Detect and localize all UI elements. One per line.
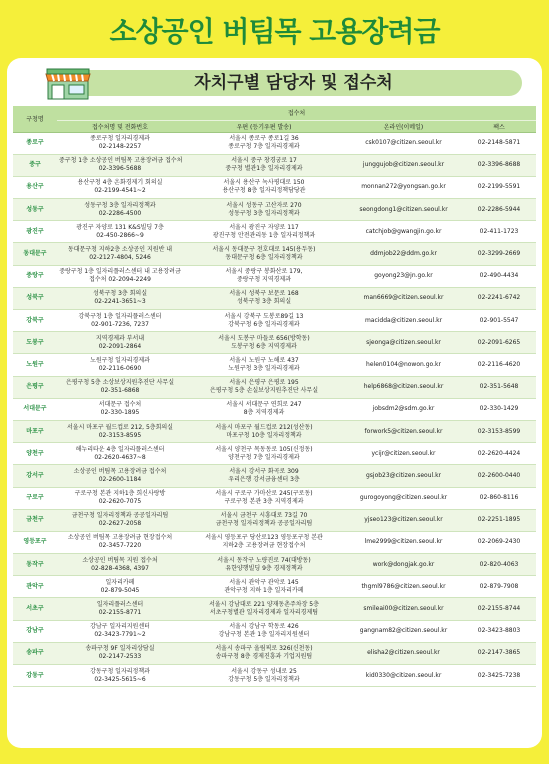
mail-detail: 성북구청 3층 회의실 bbox=[236, 298, 291, 306]
email-cell[interactable]: gangnam82@citizen.seoul.kr bbox=[345, 620, 462, 642]
table-row bbox=[13, 598, 536, 620]
email-cell[interactable]: yjseo123@citizen.seoul.kr bbox=[345, 509, 462, 531]
office-phone: 02-2241-3651~3 bbox=[94, 298, 146, 306]
office-phone: 02-3457-7220 bbox=[98, 542, 142, 550]
mail-cell bbox=[183, 665, 345, 687]
office-cell bbox=[57, 287, 183, 309]
table-row bbox=[13, 154, 536, 176]
fax-cell: 02-330-1429 bbox=[462, 398, 536, 420]
mail-address: 서울시 관악구 관악로 145 bbox=[229, 578, 299, 586]
fax-cell: 02-411-1723 bbox=[462, 221, 536, 243]
office-name: 중구청 1층 소상공인 버팀목 고용장려금 접수처 bbox=[59, 157, 183, 165]
district-name: 서대문구 bbox=[13, 398, 57, 420]
mail-address: 서울시 성동구 고산자로 270 bbox=[226, 201, 302, 209]
mail-detail: 우리은행 강서금융센터 3층 bbox=[228, 475, 300, 483]
mail-detail: 성동구청 3층 일자리정책과 bbox=[228, 209, 300, 217]
office-cell bbox=[57, 598, 183, 620]
office-phone: 02-2127-4804, 5246 bbox=[89, 254, 151, 262]
mail-address: 서울시 영등포구 당산로123 영등포구청 본관 bbox=[205, 534, 323, 542]
mail-detail: 8층 지역경제과 bbox=[243, 409, 285, 417]
mail-cell bbox=[183, 554, 345, 576]
office-cell bbox=[57, 176, 183, 198]
table-row bbox=[13, 243, 536, 265]
mail-cell bbox=[183, 620, 345, 642]
mail-address: 서울시 은평구 은평로 195 bbox=[229, 379, 299, 387]
fax-cell: 02-879-7908 bbox=[462, 576, 536, 598]
mail-address: 서울시 송파구 올림픽로 326(신천동) bbox=[215, 645, 313, 653]
email-cell[interactable]: kid0330@citizen.seoul.kr bbox=[345, 665, 462, 687]
fax-cell: 02-351-5648 bbox=[462, 376, 536, 398]
email-cell[interactable]: helen0104@nowon.go.kr bbox=[345, 354, 462, 376]
office-phone: 02-330-1895 bbox=[100, 409, 140, 417]
office-cell bbox=[57, 465, 183, 487]
email-cell[interactable]: lme2999@citizen.seoul.kr bbox=[345, 531, 462, 553]
email-cell[interactable]: goyong23@jn.go.kr bbox=[345, 265, 462, 287]
fax-cell: 02-2620-4424 bbox=[462, 443, 536, 465]
mail-address: 서울시 노원구 노해로 437 bbox=[229, 356, 299, 364]
mail-cell bbox=[183, 398, 345, 420]
office-cell bbox=[57, 531, 183, 553]
mail-detail: 은평구청 5층 손실보상지원추진단 사무실 bbox=[209, 387, 319, 395]
email-cell[interactable]: csk0107@citizen.seoul.kr bbox=[345, 132, 462, 154]
office-phone: 02-2155-8771 bbox=[98, 609, 142, 617]
mail-address: 서울시 강남구 학동로 426 bbox=[229, 623, 299, 631]
office-phone: 02-2148-2257 bbox=[98, 143, 142, 151]
office-cell bbox=[57, 398, 183, 420]
mail-address: 서울시 구로구 가마산로 245(구로동) bbox=[215, 490, 313, 498]
table-row bbox=[13, 354, 536, 376]
fax-cell: 02-2147-3865 bbox=[462, 642, 536, 664]
office-name: 종로구청 일자리경제과 bbox=[90, 135, 150, 143]
mail-cell bbox=[183, 243, 345, 265]
table-row bbox=[13, 465, 536, 487]
office-phone: 02-2600-1184 bbox=[98, 475, 142, 483]
mail-detail: 종로구청 7층 일자리경제과 bbox=[228, 143, 300, 151]
table-row bbox=[13, 576, 536, 598]
office-cell bbox=[57, 132, 183, 154]
mail-detail: 광진구청 안전관리동 1층 일자리정책과 bbox=[212, 231, 316, 239]
district-name: 금천구 bbox=[13, 509, 57, 531]
mail-cell bbox=[183, 443, 345, 465]
email-cell[interactable]: elisha2@citizen.seoul.kr bbox=[345, 642, 462, 664]
district-name: 용산구 bbox=[13, 176, 57, 198]
header-office: 접수처명 및 전화번호 bbox=[57, 120, 183, 132]
mail-detail: 용산구청 8층 일자리정책담당관 bbox=[222, 187, 306, 195]
table-row bbox=[13, 221, 536, 243]
mail-address: 서울시 강북구 도봉로89길 13 bbox=[224, 312, 304, 320]
fax-cell: 02-2241-6742 bbox=[462, 287, 536, 309]
office-name: 은평구청 5층 소상보상지원추진단 사무실 bbox=[65, 379, 175, 387]
mail-detail: 양천구청 7층 일자리경제과 bbox=[228, 453, 300, 461]
office-name: 소상공인 버팀목 지원 접수처 bbox=[82, 556, 158, 564]
mail-address: 서울시 마포구 월드컵로 212(성산동) bbox=[215, 423, 313, 431]
email-cell[interactable]: monnan272@yongsan.go.kr bbox=[345, 176, 462, 198]
mail-detail: 구로구청 본관 3층 지역경제과 bbox=[224, 498, 304, 506]
district-name: 마포구 bbox=[13, 420, 57, 442]
table-row bbox=[13, 620, 536, 642]
mail-address: 서울시 종로구 종로1길 36 bbox=[229, 135, 299, 143]
office-cell bbox=[57, 221, 183, 243]
mail-cell bbox=[183, 310, 345, 332]
office-phone: 02-351-6868 bbox=[100, 387, 140, 395]
fax-cell: 02-820-4063 bbox=[462, 554, 536, 576]
subtitle: 자치구별 담당자 및 접수처 bbox=[194, 73, 393, 93]
office-cell bbox=[57, 243, 183, 265]
office-name: 동대문구청 지하2층 소상공인 지원반 내 bbox=[67, 246, 173, 254]
district-name: 노원구 bbox=[13, 354, 57, 376]
mail-detail: 금천구청 일자리정책과 공공일자리팀 bbox=[215, 520, 313, 528]
table-row bbox=[13, 265, 536, 287]
office-cell bbox=[57, 154, 183, 176]
mail-cell bbox=[183, 332, 345, 354]
mail-address: 서울시 동대문구 천호대로 145(용두동) bbox=[212, 246, 316, 254]
mail-address: 서울시 중랑구 봉화산로 179, bbox=[225, 268, 303, 276]
office-name: 노원구청 일자리경제과 bbox=[90, 356, 150, 364]
email-cell[interactable]: ycijr@citizen.seoul.kr bbox=[345, 443, 462, 465]
fax-cell: 02-2199-5591 bbox=[462, 176, 536, 198]
district-name: 송파구 bbox=[13, 642, 57, 664]
office-cell bbox=[57, 332, 183, 354]
fax-cell: 02-490-4434 bbox=[462, 265, 536, 287]
office-name: 지역경제과 부서내 bbox=[95, 334, 145, 342]
mail-detail: 서초구청별관 일자리경제과 일자리경제팀 bbox=[209, 609, 319, 617]
office-cell bbox=[57, 554, 183, 576]
fax-cell: 02-860-8116 bbox=[462, 487, 536, 509]
mail-cell bbox=[183, 487, 345, 509]
table-row bbox=[13, 443, 536, 465]
office-cell bbox=[57, 420, 183, 442]
table-row bbox=[13, 332, 536, 354]
office-name: 광진구 자양로 131 K&S빌딩 7층 bbox=[76, 223, 164, 231]
district-name: 구로구 bbox=[13, 487, 57, 509]
district-name: 양천구 bbox=[13, 443, 57, 465]
email-cell[interactable]: work@dongjak.go.kr bbox=[345, 554, 462, 576]
office-phone: 02-2627-2058 bbox=[98, 520, 142, 528]
mail-detail: 노원구청 3층 일자리경제과 bbox=[228, 364, 300, 372]
mail-detail: 동대문구청 6층 일자리정책과 bbox=[225, 254, 303, 262]
office-cell bbox=[57, 642, 183, 664]
mail-address: 서울시 금천구 시흥대로 73길 70 bbox=[220, 512, 308, 520]
table-row bbox=[13, 509, 536, 531]
table-body bbox=[13, 132, 536, 687]
fax-cell: 02-2600-0440 bbox=[462, 465, 536, 487]
mail-cell bbox=[183, 199, 345, 221]
table-row bbox=[13, 420, 536, 442]
office-name: 일자리카페 bbox=[105, 578, 135, 586]
contact-table bbox=[13, 106, 536, 687]
subtitle-banner bbox=[27, 66, 522, 98]
office-cell bbox=[57, 509, 183, 531]
email-cell[interactable]: sjeonga@citizen.seoul.kr bbox=[345, 332, 462, 354]
district-name: 도봉구 bbox=[13, 332, 57, 354]
mail-cell bbox=[183, 154, 345, 176]
table-row bbox=[13, 199, 536, 221]
office-phone: 02-3425-5615~6 bbox=[94, 675, 146, 683]
fax-cell: 02-2148-5871 bbox=[462, 132, 536, 154]
mail-cell bbox=[183, 265, 345, 287]
mail-detail: 강동구청 5층 일자리정책과 bbox=[228, 675, 300, 683]
fax-cell: 02-3423-8803 bbox=[462, 620, 536, 642]
office-name: 구로구청 본관 지하1층 희신사랑방 bbox=[74, 490, 166, 498]
office-phone: 02-2620-4637~8 bbox=[94, 453, 146, 461]
district-name: 동작구 bbox=[13, 554, 57, 576]
office-phone: 02-2147-2533 bbox=[98, 653, 142, 661]
fax-cell: 02-2116-4620 bbox=[462, 354, 536, 376]
table-row bbox=[13, 287, 536, 309]
mail-cell bbox=[183, 598, 345, 620]
district-name: 서초구 bbox=[13, 598, 57, 620]
table-row bbox=[13, 531, 536, 553]
mail-cell bbox=[183, 642, 345, 664]
fax-cell: 02-3153-8599 bbox=[462, 420, 536, 442]
office-phone: 02-3153-8595 bbox=[98, 431, 142, 439]
district-name: 중랑구 bbox=[13, 265, 57, 287]
content-card bbox=[7, 58, 542, 748]
office-phone: 02-2116-0690 bbox=[98, 364, 142, 372]
mail-cell bbox=[183, 287, 345, 309]
office-name: 중랑구청 1층 일자리플러스센터 내 고용장려금 bbox=[59, 268, 181, 276]
district-name: 영등포구 bbox=[13, 531, 57, 553]
mail-cell bbox=[183, 221, 345, 243]
office-name: 성북구청 3층 회의실 bbox=[92, 290, 147, 298]
mail-cell bbox=[183, 376, 345, 398]
mail-address: 서울시 중구 창경궁로 17 bbox=[231, 157, 297, 165]
office-phone: 02-2620-7075 bbox=[98, 498, 142, 506]
table-row bbox=[13, 487, 536, 509]
mail-address: 서울시 양천구 목동동로 105(신정동) bbox=[215, 445, 313, 453]
fax-cell: 02-2091-6265 bbox=[462, 332, 536, 354]
header-mail: 우편 (등기우편 발송) bbox=[183, 120, 345, 132]
table-row bbox=[13, 665, 536, 687]
table-row bbox=[13, 376, 536, 398]
office-name: 용산구청 4층 온화경제기 회의실 bbox=[77, 179, 163, 187]
mail-address: 서울시 강동구 성내로 25 bbox=[231, 667, 297, 675]
fax-cell: 02-3299-2669 bbox=[462, 243, 536, 265]
mail-address: 서울시 용산구 녹사평대로 150 bbox=[223, 179, 305, 187]
fax-cell: 02-2286-5944 bbox=[462, 199, 536, 221]
mail-detail: 강북구청 6층 일자리경제과 bbox=[228, 320, 300, 328]
office-cell bbox=[57, 576, 183, 598]
header-fax: 팩스 bbox=[462, 120, 536, 132]
store-icon bbox=[45, 66, 91, 100]
office-cell bbox=[57, 199, 183, 221]
office-name: 소상공인 버팀목 고용장려금 현장접수처 bbox=[67, 534, 173, 542]
table-row bbox=[13, 554, 536, 576]
office-name: 금천구청 일자리정책과 공공일자리팀 bbox=[71, 512, 169, 520]
office-phone: 02-3423-7791~2 bbox=[94, 631, 146, 639]
office-name: 소상공인 버팀목 고용장려금 접수처 bbox=[73, 467, 167, 475]
email-cell[interactable]: thgml9786@citizen.seoul.kr bbox=[345, 576, 462, 598]
header-email: 온라인(이메일) bbox=[345, 120, 462, 132]
email-cell[interactable]: man6669@citizen.seoul.kr bbox=[345, 287, 462, 309]
fax-cell: 02-2155-8744 bbox=[462, 598, 536, 620]
mail-detail: 도봉구청 6층 지역경제과 bbox=[231, 342, 297, 350]
office-name: 해누리타운 4층 일자리플러스센터 bbox=[75, 445, 165, 453]
office-phone: 02-2199-4541~2 bbox=[94, 187, 146, 195]
table-row bbox=[13, 176, 536, 198]
fax-cell: 02-901-5547 bbox=[462, 310, 536, 332]
mail-detail: 송파구청 8층 경제진흥과 기업지원팀 bbox=[215, 653, 313, 661]
office-phone: 02-879-5045 bbox=[100, 586, 140, 594]
office-cell bbox=[57, 620, 183, 642]
mail-address: 서울시 서대문구 연희로 247 bbox=[226, 401, 302, 409]
office-name: 강동구청 일자리정책과 bbox=[90, 667, 150, 675]
office-name: 성동구청 3층 일자리정책과 bbox=[84, 201, 156, 209]
fax-cell: 02-2251-1895 bbox=[462, 509, 536, 531]
mail-cell bbox=[183, 354, 345, 376]
office-cell bbox=[57, 376, 183, 398]
mail-detail: 지하2층 고용장려금 현장접수처 bbox=[222, 542, 306, 550]
email-cell[interactable]: help6868@citizen.seoul.kr bbox=[345, 376, 462, 398]
office-phone: 02-901-7236, 7237 bbox=[91, 320, 149, 328]
mail-cell bbox=[183, 420, 345, 442]
office-phone: 02-2286-4500 bbox=[98, 209, 142, 217]
district-name: 중구 bbox=[13, 154, 57, 176]
table-row bbox=[13, 310, 536, 332]
office-cell bbox=[57, 487, 183, 509]
district-name: 은평구 bbox=[13, 376, 57, 398]
district-name: 동대문구 bbox=[13, 243, 57, 265]
mail-cell bbox=[183, 465, 345, 487]
district-name: 광진구 bbox=[13, 221, 57, 243]
email-cell[interactable]: junggujob@citizen.seoul.kr bbox=[345, 154, 462, 176]
mail-cell bbox=[183, 576, 345, 598]
office-phone: 02-450-2866~9 bbox=[96, 231, 144, 239]
district-name: 강동구 bbox=[13, 665, 57, 687]
fax-cell: 02-2069-2430 bbox=[462, 531, 536, 553]
email-cell[interactable]: forwork5@citizen.seoul.kr bbox=[345, 420, 462, 442]
mail-cell bbox=[183, 509, 345, 531]
mail-detail: 중구청 별관1층 일자리경제과 bbox=[225, 165, 303, 173]
mail-address: 서울시 동작구 노량진로 74(대방동) bbox=[217, 556, 311, 564]
mail-cell bbox=[183, 176, 345, 198]
district-name: 성북구 bbox=[13, 287, 57, 309]
mail-address: 서울시 강남대로 221 양재동촌주차장 5층 bbox=[209, 601, 319, 609]
office-name: 송파구청 9F 일자리상담실 bbox=[85, 645, 155, 653]
office-cell bbox=[57, 665, 183, 687]
email-cell[interactable]: jobsdm2@sdm.go.kr bbox=[345, 398, 462, 420]
mail-detail: 관악구청 지하 1층 일자리카페 bbox=[224, 586, 304, 594]
mail-cell bbox=[183, 132, 345, 154]
office-cell bbox=[57, 310, 183, 332]
district-name: 강서구 bbox=[13, 465, 57, 487]
office-phone: 접수처 02-2094-2249 bbox=[89, 276, 151, 284]
table-row bbox=[13, 642, 536, 664]
email-cell[interactable]: gurogoyong@citizen.seoul.kr bbox=[345, 487, 462, 509]
mail-address: 서울시 성북구 보문로 168 bbox=[229, 290, 299, 298]
mail-detail: 마포구청 10층 일자리정책과 bbox=[226, 431, 302, 439]
table-row bbox=[13, 132, 536, 154]
office-phone: 02-3396-5688 bbox=[98, 165, 142, 173]
header-group: 접수처 bbox=[57, 106, 536, 120]
mail-detail: 중랑구청 지역경제과 bbox=[236, 276, 292, 284]
mail-detail: 강남구청 본관 1층 일자리지원센터 bbox=[218, 631, 310, 639]
office-name: 강북구청 1층 일자리플러스센터 bbox=[78, 312, 162, 320]
office-phone: 02-2091-2864 bbox=[98, 342, 142, 350]
mail-address: 서울시 도봉구 마들로 656(방학동) bbox=[218, 334, 310, 342]
district-name: 강북구 bbox=[13, 310, 57, 332]
email-cell[interactable]: gsjob23@citizen.seoul.kr bbox=[345, 465, 462, 487]
office-name: 강남구 일자리지원센터 bbox=[90, 623, 150, 631]
office-cell bbox=[57, 354, 183, 376]
office-name: 일자리플러스센터 bbox=[96, 601, 144, 609]
email-cell[interactable]: seongdong1@citizen.seoul.kr bbox=[345, 199, 462, 221]
header-district: 구청명 bbox=[13, 106, 57, 132]
office-cell bbox=[57, 443, 183, 465]
office-name: 서울시 마포구 월드컵로 212, 5층회의실 bbox=[67, 423, 173, 431]
email-cell[interactable]: smileai00@citizen.seoul.kr bbox=[345, 598, 462, 620]
office-phone: 02-828-4368, 4397 bbox=[91, 564, 149, 572]
fax-cell: 02-3425-7238 bbox=[462, 665, 536, 687]
table-row bbox=[13, 398, 536, 420]
district-name: 성동구 bbox=[13, 199, 57, 221]
email-cell[interactable]: catchjob@gwangjin.go.kr bbox=[345, 221, 462, 243]
fax-cell: 02-3396-8688 bbox=[462, 154, 536, 176]
email-cell[interactable]: ddmjob22@ddm.go.kr bbox=[345, 243, 462, 265]
office-name: 서대문구 접수처 bbox=[98, 401, 142, 409]
email-cell[interactable]: macidda@citizen.seoul.kr bbox=[345, 310, 462, 332]
district-name: 강남구 bbox=[13, 620, 57, 642]
mail-address: 서울시 광진구 자양로 117 bbox=[229, 223, 299, 231]
district-name: 관악구 bbox=[13, 576, 57, 598]
mail-address: 서울시 강서구 화곡로 309 bbox=[229, 467, 299, 475]
page-title: 소상공인 버팀목 고용장려금 bbox=[109, 15, 440, 48]
mail-cell bbox=[183, 531, 345, 553]
office-cell bbox=[57, 265, 183, 287]
mail-detail: 유한양행빌딩 9층 경제정책과 bbox=[225, 564, 303, 572]
district-name: 종로구 bbox=[13, 132, 57, 154]
